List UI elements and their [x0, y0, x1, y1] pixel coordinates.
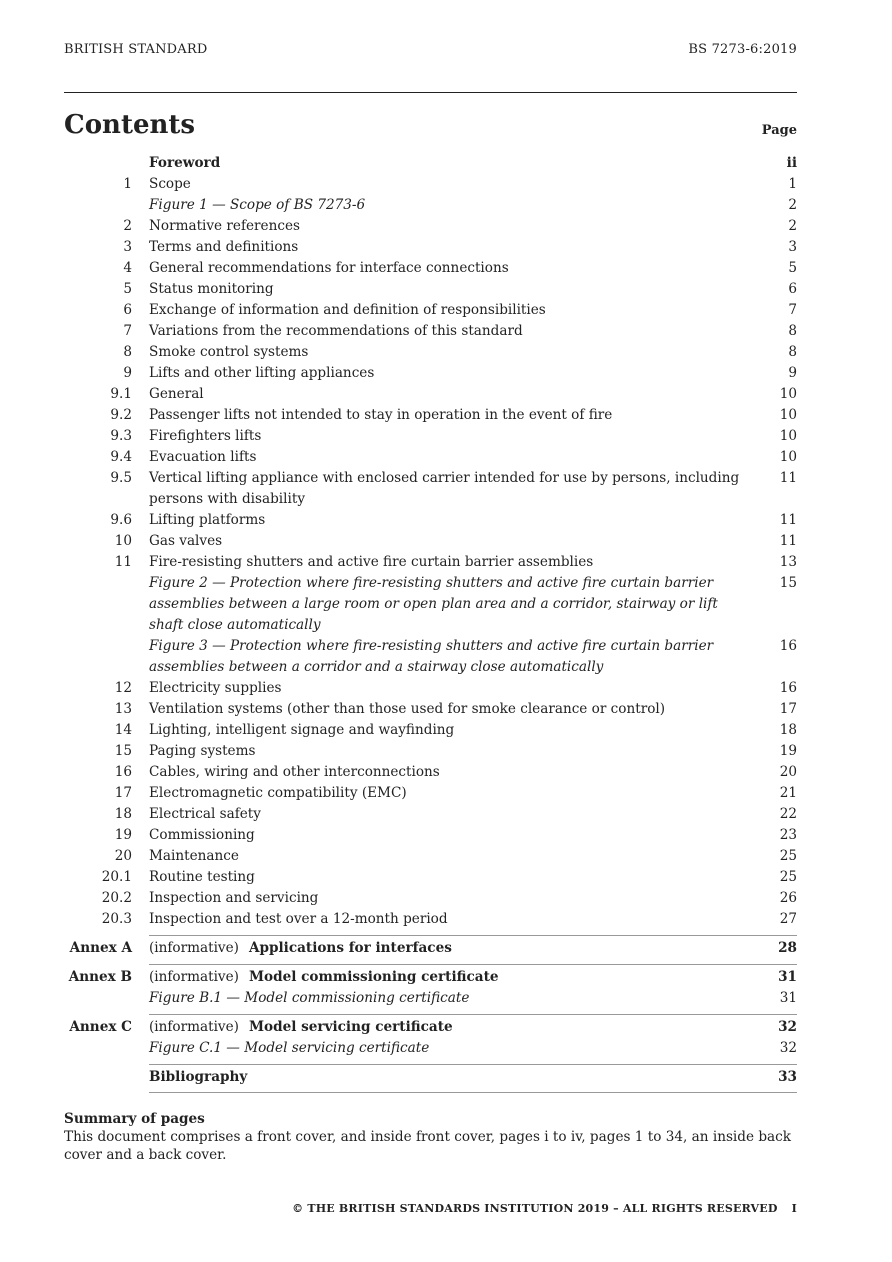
summary-of-pages — [64, 1110, 797, 1164]
toc-entry-number: 9.4 — [110, 449, 132, 465]
toc-entry-number: 9.2 — [110, 407, 132, 423]
toc-entry[interactable] — [64, 825, 797, 846]
toc-entry-title: Scope — [149, 176, 191, 192]
toc-entry-page: 20 — [779, 764, 797, 780]
toc-entry-page: 9 — [788, 365, 797, 381]
toc-entry-title: General recommendations for interface connections — [149, 260, 509, 276]
toc-entry-title: Status monitoring — [149, 281, 274, 297]
toc-entry-number: 9 — [123, 365, 132, 381]
toc-entry-number: 20 — [114, 848, 132, 864]
annex-label: Annex B — [68, 969, 132, 985]
toc-entry-page: 1 — [788, 176, 797, 192]
annex-figure-page: 32 — [779, 1040, 797, 1056]
toc-entry-number: 9.6 — [110, 512, 132, 528]
toc-entry[interactable] — [64, 321, 797, 342]
toc-entry-page: 10 — [779, 407, 797, 423]
toc-entry-title: Inspection and test over a 12-month period — [149, 911, 448, 927]
toc-entry-page: 26 — [779, 890, 797, 906]
annex-block — [64, 1014, 797, 1059]
toc-entry-page: ii — [786, 155, 797, 171]
toc-entry-title: Maintenance — [149, 848, 239, 864]
toc-entry-title: Paging systems — [149, 743, 256, 759]
toc-entry-title: Variations from the recommendations of this standard — [149, 323, 523, 339]
toc-entry-number: 6 — [123, 302, 132, 318]
bibliography-bottom-rule — [149, 1092, 797, 1093]
annex-block — [64, 935, 797, 959]
toc-entry[interactable] — [64, 552, 797, 573]
toc-entry-page: 16 — [779, 638, 797, 654]
annex-figure-title: Figure B.1 — Model commissioning certificate — [149, 990, 470, 1006]
annex-informative: (informative) — [149, 969, 239, 985]
summary-heading: Summary of pages — [64, 1111, 205, 1127]
toc-entry-title: Lighting, intelligent signage and wayfinding — [149, 722, 455, 738]
toc-entry-title: Electricity supplies — [149, 680, 282, 696]
toc-entry-number: 11 — [114, 554, 132, 570]
toc-entry-page: 21 — [779, 785, 797, 801]
toc-entry-title: Exchange of information and definition of responsibilities — [149, 302, 546, 318]
annex-page: 28 — [778, 940, 797, 956]
toc-entry-page: 11 — [779, 533, 797, 549]
toc-entry[interactable] — [64, 405, 797, 426]
page-footer — [292, 1202, 797, 1215]
toc-entry-title: Firefighters lifts — [149, 428, 262, 444]
toc-entry-number: 9.3 — [110, 428, 132, 444]
toc-entry-number: 1 — [123, 176, 132, 192]
toc-entry-number: 5 — [123, 281, 132, 297]
toc-entry-page: 10 — [779, 386, 797, 402]
annex-figure-entry[interactable] — [64, 1038, 797, 1059]
annex-figure-entry[interactable] — [64, 988, 797, 1009]
toc-entry-title: Ventilation systems (other than those used for smoke clearance or control) — [149, 701, 666, 717]
toc-entry-page: 5 — [788, 260, 797, 276]
header-right: BS 7273-6:2019 — [688, 42, 797, 57]
toc-entry-title: Lifting platforms — [149, 512, 266, 528]
toc-entry-page: 2 — [788, 197, 797, 213]
annex-title: Applications for interfaces — [248, 940, 452, 956]
annex-page: 31 — [778, 969, 797, 985]
toc-entry-title: Smoke control systems — [149, 344, 309, 360]
toc-entry[interactable] — [64, 258, 797, 279]
toc-entry[interactable] — [64, 468, 797, 510]
toc-entry-page: 2 — [788, 218, 797, 234]
toc-entry-title: Evacuation lifts — [149, 449, 257, 465]
toc-entry-number: 4 — [123, 260, 132, 276]
toc-entry-page: 27 — [779, 911, 797, 927]
annex-title: Model servicing certificate — [248, 1019, 453, 1035]
toc-entry-number: 15 — [114, 743, 132, 759]
annex-figure-title: Figure C.1 — Model servicing certificate — [149, 1040, 430, 1056]
toc-entry-page: 3 — [788, 239, 797, 255]
toc-entry-number: 8 — [123, 344, 132, 360]
toc-entry-page: 10 — [779, 428, 797, 444]
toc-entry[interactable] — [64, 573, 797, 636]
toc-entry-title: Figure 3 — Protection where fire-resisting shutters and active fire curtain barrier assemblies between a corridor and a stairway close automatically — [149, 638, 714, 675]
toc-entry[interactable] — [64, 426, 797, 447]
toc-entry-title: General — [149, 386, 204, 402]
toc-entry-page: 11 — [779, 512, 797, 528]
toc-entry-number: 17 — [114, 785, 132, 801]
toc-entry-page: 8 — [788, 323, 797, 339]
toc-entry-title: Commissioning — [149, 827, 255, 843]
annex-entry[interactable] — [64, 935, 797, 959]
toc-entry-number: 20.3 — [101, 911, 132, 927]
toc-entry-number: 13 — [114, 701, 132, 717]
toc-entry-page: 18 — [779, 722, 797, 738]
toc-entry-number: 20.2 — [101, 890, 132, 906]
toc-entry-title: Electrical safety — [149, 806, 261, 822]
toc-entry[interactable] — [64, 867, 797, 888]
toc-entry[interactable] — [64, 909, 797, 930]
toc-entry-number: 14 — [114, 722, 132, 738]
toc-entry-title: Inspection and servicing — [149, 890, 319, 906]
toc-entry[interactable] — [64, 237, 797, 258]
annex-label: Annex A — [69, 940, 132, 956]
page-header — [64, 42, 797, 57]
toc-entry-number: 2 — [123, 218, 132, 234]
toc-entry[interactable] — [64, 279, 797, 300]
toc-entry-page: 16 — [779, 680, 797, 696]
toc-entry[interactable] — [64, 363, 797, 384]
annex-label: Annex C — [69, 1019, 132, 1035]
toc-entry[interactable] — [64, 174, 797, 195]
toc-entry-title: Cables, wiring and other interconnections — [149, 764, 440, 780]
header-left: BRITISH STANDARD — [64, 42, 208, 57]
toc-entry[interactable] — [64, 846, 797, 867]
toc-entry-page: 25 — [779, 848, 797, 864]
annex-block — [64, 964, 797, 1009]
toc-entry[interactable] — [64, 300, 797, 321]
toc-entry-page: 6 — [788, 281, 797, 297]
annex-entry[interactable] — [64, 964, 797, 988]
toc-entry-number: 20.1 — [101, 869, 132, 885]
toc-entry[interactable] — [64, 678, 797, 699]
toc-entry-page: 7 — [788, 302, 797, 318]
annex-title-cell — [149, 1017, 745, 1038]
toc-entry-title: Figure 1 — Scope of BS 7273-6 — [149, 197, 366, 213]
bibliography-entry[interactable] — [64, 1064, 797, 1088]
toc-entry[interactable] — [64, 384, 797, 405]
toc-entry-title: Passenger lifts not intended to stay in operation in the event of fire — [149, 407, 613, 423]
toc-entry-title: Normative references — [149, 218, 300, 234]
toc-entry-page: 8 — [788, 344, 797, 360]
summary-text: This document comprises a front cover, and inside front cover, pages i to iv, pages 1 to 34, an inside back cover and a back cover. — [64, 1129, 791, 1163]
toc-entry[interactable] — [64, 510, 797, 531]
toc-entry-number: 19 — [114, 827, 132, 843]
toc-entry-number: 18 — [114, 806, 132, 822]
toc-entry[interactable] — [64, 804, 797, 825]
toc-entry[interactable] — [64, 741, 797, 762]
toc-entry-page: 10 — [779, 449, 797, 465]
contents-title-row — [64, 110, 797, 140]
toc-entry[interactable] — [64, 447, 797, 468]
annex-title-cell — [149, 938, 745, 959]
toc-entry-page: 19 — [779, 743, 797, 759]
toc-entry-title: Lifts and other lifting appliances — [149, 365, 375, 381]
bibliography-page: 33 — [778, 1069, 797, 1085]
table-of-contents — [64, 153, 797, 1093]
toc-entry-number: 9.5 — [110, 470, 132, 486]
toc-entry-title: Foreword — [149, 155, 221, 171]
toc-entry-title: Vertical lifting appliance with enclosed carrier intended for use by persons, including persons with disability — [149, 470, 740, 507]
footer-copyright: © THE BRITISH STANDARDS INSTITUTION 2019 – ALL RIGHTS RESERVED — [292, 1202, 778, 1215]
toc-entry[interactable] — [64, 636, 797, 678]
annex-informative: (informative) — [149, 940, 239, 956]
footer-page-number: I — [791, 1202, 797, 1215]
toc-entry-page: 11 — [779, 470, 797, 486]
toc-entry-title: Fire-resisting shutters and active fire curtain barrier assemblies — [149, 554, 594, 570]
toc-entry-number: 9.1 — [110, 386, 132, 402]
toc-entry-number: 7 — [123, 323, 132, 339]
annex-title: Model commissioning certificate — [248, 969, 499, 985]
annex-figure-page: 31 — [779, 990, 797, 1006]
toc-entry[interactable] — [64, 195, 797, 216]
toc-entry-number: 3 — [123, 239, 132, 255]
toc-entry-title: Terms and definitions — [149, 239, 299, 255]
toc-entry-number: 16 — [114, 764, 132, 780]
toc-entry-number: 10 — [114, 533, 132, 549]
toc-entry[interactable] — [64, 720, 797, 741]
toc-entry[interactable] — [64, 762, 797, 783]
annex-entry[interactable] — [64, 1014, 797, 1038]
header-rule — [64, 92, 797, 93]
toc-entry-title: Gas valves — [149, 533, 223, 549]
toc-entry[interactable] — [64, 699, 797, 720]
bibliography-block — [64, 1064, 797, 1093]
toc-entry[interactable] — [64, 888, 797, 909]
toc-entry-title: Routine testing — [149, 869, 255, 885]
page-column-heading: Page — [761, 123, 797, 138]
toc-entry[interactable] — [64, 342, 797, 363]
toc-entry[interactable] — [64, 153, 797, 174]
annex-informative: (informative) — [149, 1019, 239, 1035]
toc-entry-page: 25 — [779, 869, 797, 885]
toc-entry[interactable] — [64, 783, 797, 804]
toc-entry-page: 22 — [779, 806, 797, 822]
bibliography-title: Bibliography — [149, 1069, 248, 1085]
toc-entry[interactable] — [64, 531, 797, 552]
toc-entry-title: Figure 2 — Protection where fire-resisting shutters and active fire curtain barrier assemblies between a large room or open plan area and a corridor, stairway or lift shaft close automatically — [149, 575, 718, 633]
page-title: Contents — [64, 110, 196, 140]
toc-entry-page: 23 — [779, 827, 797, 843]
toc-entry-number: 12 — [114, 680, 132, 696]
toc-entry-page: 13 — [779, 554, 797, 570]
toc-entry-page: 17 — [779, 701, 797, 717]
toc-entry-title: Electromagnetic compatibility (EMC) — [149, 785, 407, 801]
toc-entry-page: 15 — [779, 575, 797, 591]
toc-entry[interactable] — [64, 216, 797, 237]
annex-title-cell — [149, 967, 745, 988]
annex-page: 32 — [778, 1019, 797, 1035]
